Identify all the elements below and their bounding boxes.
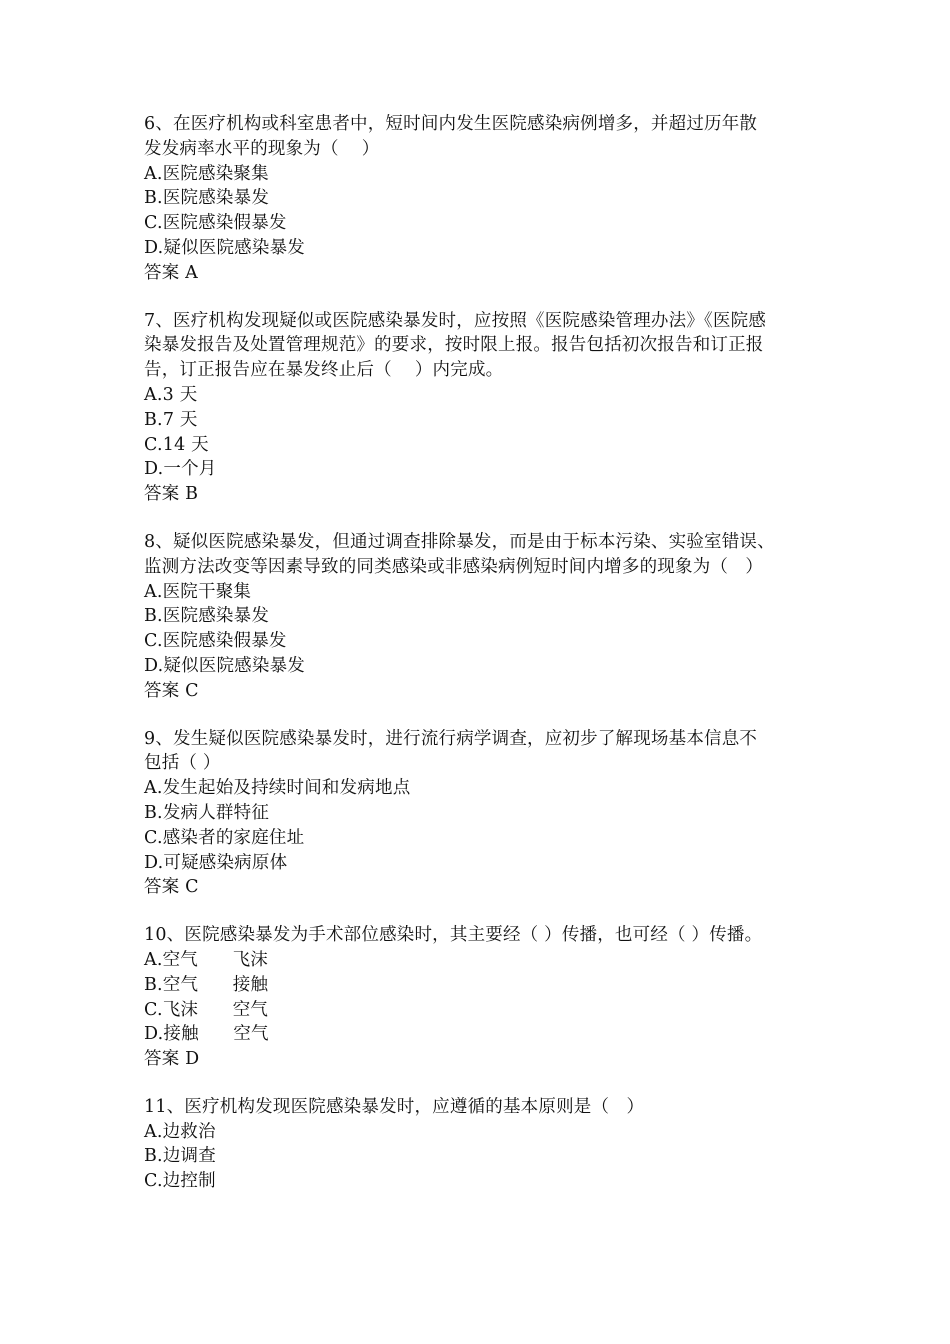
option-b: B.空气 接触 <box>144 974 269 995</box>
option-b: B.边调查 <box>144 1146 216 1167</box>
answer-line: 答案 A <box>144 262 199 283</box>
answer-line: 答案 B <box>144 484 199 505</box>
option-a: A.医院干聚集 <box>144 581 252 602</box>
option-a: A.发生起始及持续时间和发病地点 <box>144 778 411 799</box>
question-stem-line: 监测方法改变等因素导致的同类感染或非感染病例短时间内增多的现象为（ ） <box>144 556 764 577</box>
option-a: A.边救治 <box>144 1121 216 1142</box>
question-stem-line: 告，订正报告应在暴发终止后（ ）内完成。 <box>144 360 504 381</box>
question-stem-line: 染暴发报告及处置管理规范》的要求，按时限上报。报告包括初次报告和订正报 <box>144 335 764 356</box>
option-c: C.飞沫 空气 <box>144 999 269 1020</box>
option-c: C.医院感染假暴发 <box>144 213 287 234</box>
question-6 <box>144 112 824 286</box>
question-stem-line: 8、疑似医院感染暴发，但通过调查排除暴发，而是由于标本污染、实验室错误、 <box>144 531 775 552</box>
question-11 <box>144 1095 824 1194</box>
question-stem-line: 包括（ ） <box>144 753 221 774</box>
option-d: D.疑似医院感染暴发 <box>144 237 305 258</box>
option-a: A.医院感染聚集 <box>144 163 269 184</box>
question-stem-line: 11、医疗机构发现医院感染暴发时，应遵循的基本原则是（ ） <box>144 1096 645 1117</box>
option-d: D.可疑感染病原体 <box>144 852 288 873</box>
option-b: B.医院感染暴发 <box>144 188 270 209</box>
option-d: D.接触 空气 <box>144 1024 269 1045</box>
option-a: A.空气 飞沫 <box>144 949 268 970</box>
option-c: C.14 天 <box>144 434 209 455</box>
option-d: D.一个月 <box>144 459 217 480</box>
question-stem-line: 6、在医疗机构或科室患者中，短时间内发生医院感染病例增多，并超过历年散 <box>144 114 758 134</box>
option-c: C.边控制 <box>144 1171 216 1192</box>
question-8 <box>144 530 824 704</box>
option-c: C.感染者的家庭住址 <box>144 827 305 848</box>
option-a: A.3 天 <box>144 384 198 405</box>
question-stem-line: 发发病率水平的现象为（ ） <box>144 138 380 159</box>
option-d: D.疑似医院感染暴发 <box>144 655 305 676</box>
question-stem-line: 9、发生疑似医院感染暴发时，进行流行病学调查，应初步了解现场基本信息不 <box>144 728 758 749</box>
question-7 <box>144 309 824 507</box>
option-b: B.7 天 <box>144 409 198 430</box>
question-10 <box>144 923 824 1072</box>
question-stem-line: 7、医疗机构发现疑似或医院感染暴发时，应按照《医院感染管理办法》《医院感 <box>144 310 767 331</box>
option-b: B.发病人群特征 <box>144 802 270 823</box>
answer-line: 答案 C <box>144 680 199 701</box>
option-c: C.医院感染假暴发 <box>144 631 287 652</box>
answer-line: 答案 C <box>144 877 199 898</box>
question-stem-line: 10、医院感染暴发为手术部位感染时，其主要经（ ）传播，也可经（ ）传播。 <box>144 925 763 946</box>
document-page <box>144 112 824 1194</box>
option-b: B.医院感染暴发 <box>144 606 270 627</box>
question-9 <box>144 727 824 901</box>
answer-line: 答案 D <box>144 1049 200 1070</box>
